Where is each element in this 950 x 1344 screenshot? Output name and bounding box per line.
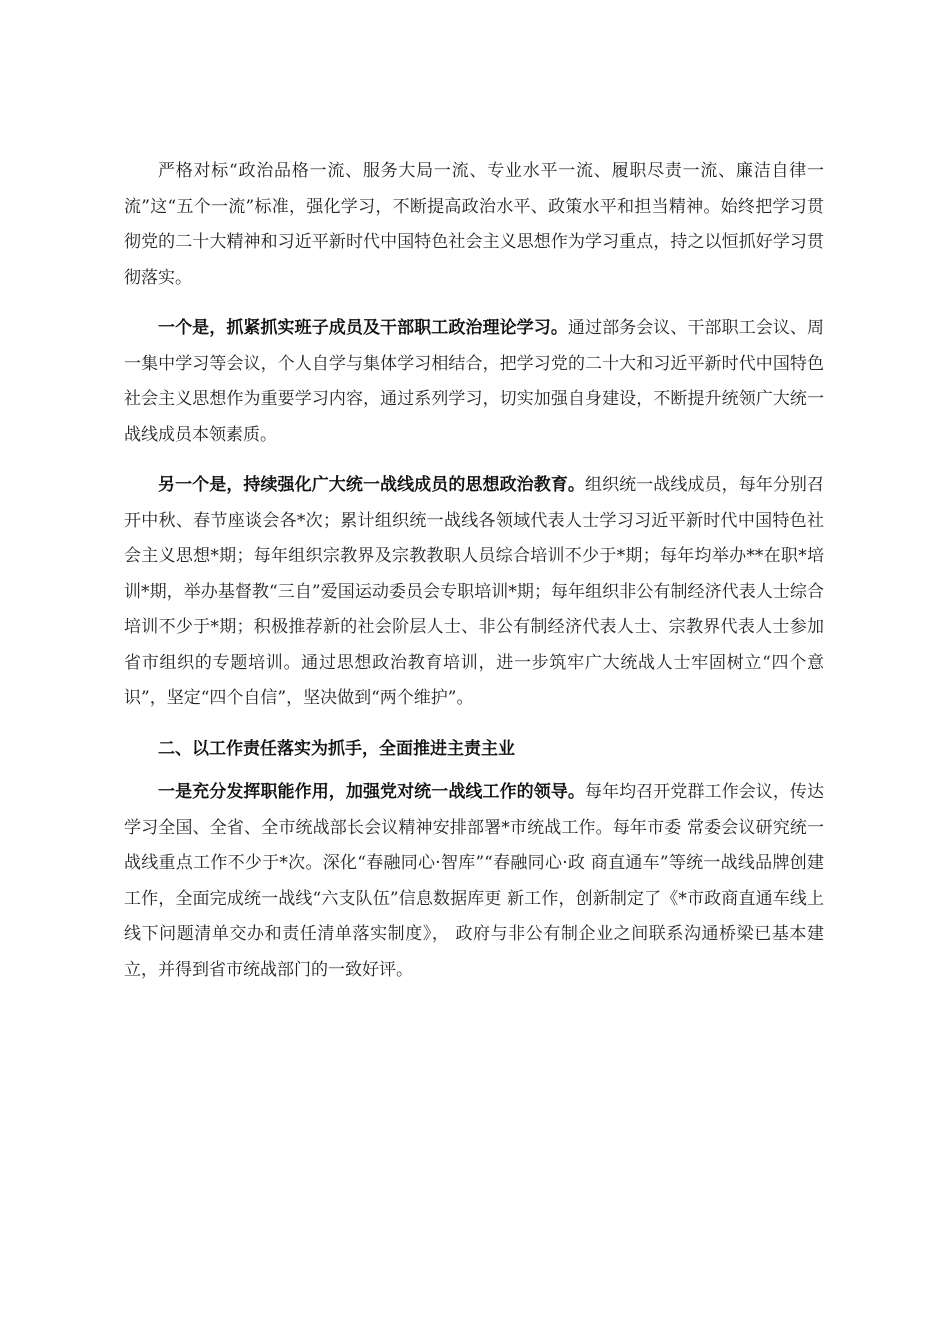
paragraph-lead: 另一个是，持续强化广大统一战线成员的思想政治教育。: [158, 475, 585, 495]
paragraph-lead: 一个是，抓紧抓实班子成员及干部职工政治理论学习。: [158, 318, 568, 338]
paragraph-text: 组织统一战线成员，每年分别召开中秋、春节座谈会各*次；累计组织统一战线各领域代表人士学习习近平新时代中国特色社会主义思想*期；每年组织宗教界及宗教教职人员综合培训不少于*期；每年均举办**在职*培训*期，举办基督教“三自”爱国运动委员会专职培训*期；每年组织非公有制经济代表人士综合培训不少于*期；积极推荐新的社会阶层人士、非公有制经济代表人士、宗教界代表人士参加省市组织的专题培训。通过思想政治教育培训，进一步筑牢广大统战人士牢固树立“四个意识”，坚定“四个自信”，坚决做到“两个维护”。: [124, 475, 825, 708]
document-body: [124, 154, 824, 1003]
section-heading: [124, 732, 824, 768]
paragraph-intro: [124, 154, 824, 296]
paragraph-lead: 一是充分发挥职能作用，加强党对统一战线工作的领导。: [158, 782, 585, 802]
paragraph-text: 严格对标“政治品格一流、服务大局一流、专业水平一流、履职尽责一流、廉洁自律一流”这“五个一流”标准，强化学习，不断提高政治水平、政策水平和担当精神。始终把学习贯彻党的二十大精神和习近平新时代中国特色社会主义思想作为学习重点，持之以恒抓好学习贯彻落实。: [124, 161, 824, 288]
paragraph-text: 通过部务会议、干部职工会议、周一集中学习等会议，个人自学与集体学习相结合，把学习党的二十大和习近平新时代中国特色社会主义思想作为重要学习内容，通过系列学习，切实加强自身建设，不断提升统领广大统一战线成员本领素质。: [124, 318, 825, 445]
section-heading-text: 二、以工作责任落实为抓手，全面推进主责主业: [158, 738, 515, 759]
paragraph-text: 每年均召开党群工作会议，传达学习全国、全省、全市统战部长会议精神安排部署*市统战工作。每年市委 常委会议研究统一战线重点工作不少于*次。深化“春融同心·智库”“春融同心·政 商直通车”等统一战线品牌创建工作，全面完成统一战线“六支队伍”信息数据库更 新工作，创新制定了《*市政商直通车线上线下问题清单交办和责任清单落实制度》， 政府与非公有制企业之间联系沟通桥梁已基本建立，并得到省市统战部门的一致好评。: [124, 782, 825, 980]
paragraph-section-two-point-one: [124, 775, 824, 988]
paragraph-point-two: [124, 468, 824, 717]
paragraph-point-one: [124, 311, 824, 453]
